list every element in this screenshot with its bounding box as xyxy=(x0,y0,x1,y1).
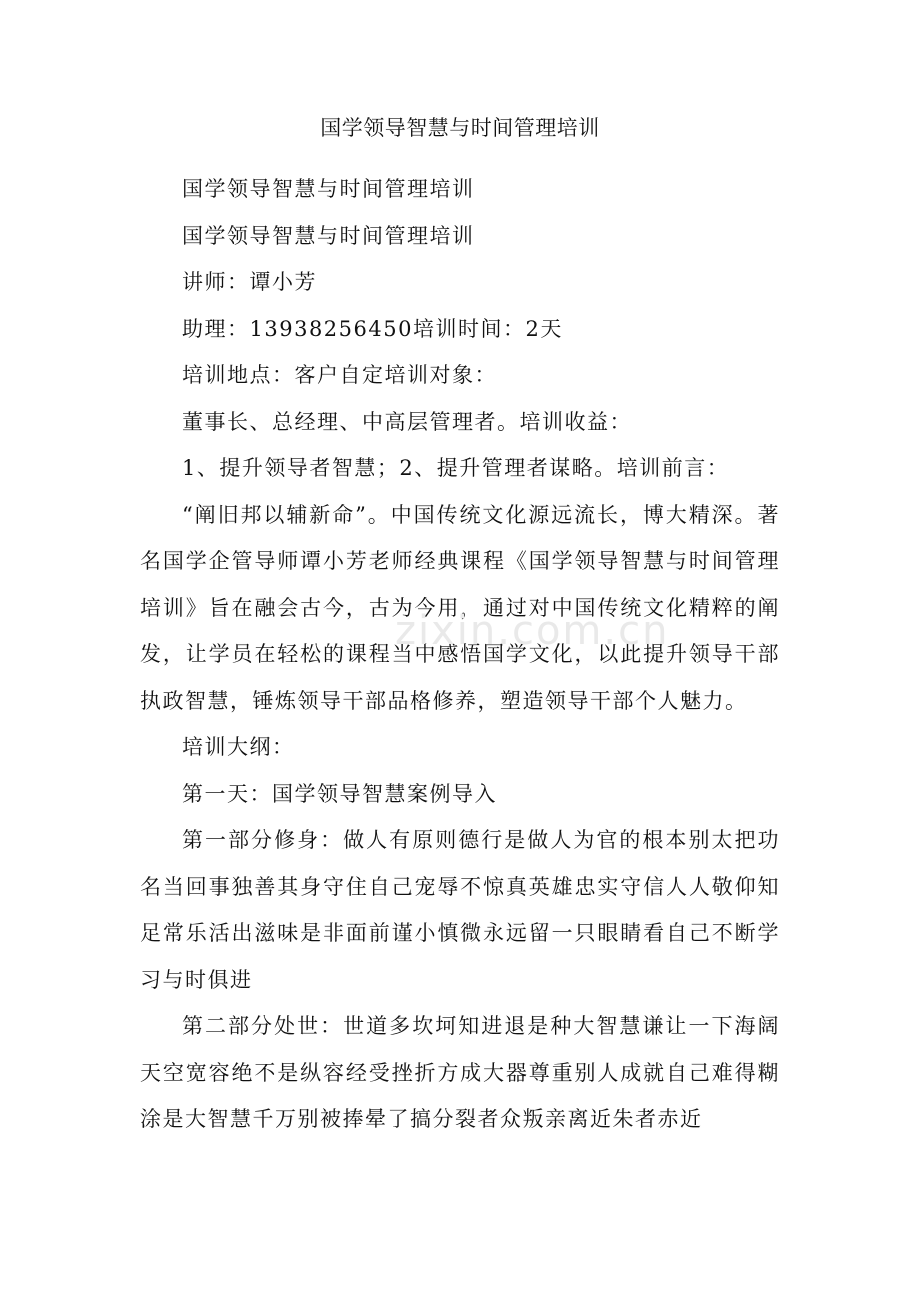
watermark-text: zixin.com.cn xyxy=(395,608,670,654)
paragraph-part-one: 第一部分修身：做人有原则德行是做人为官的根本别太把功名当回事独善其身守住自己宠辱不惊真英雄忠实守信人人敬仰知足常乐活出滋味是非面前谨小慎微永远留一只眼睛看自己不断学习与时俱进 xyxy=(140,828,780,992)
paragraph-preface-body: “阐旧邦以辅新命”。中国传统文化源远流长，博大精深。著名国学企管导师谭小芳老师经典课程《国学领导智慧与时间管理培训》旨在融会古今，古为今用，通过对中国传统文化精粹的阐发，让学员在轻松的课程当中感悟国学文化，以此提升领导干部执政智慧，锤炼领导干部品格修养，塑造领导干部个人魅力。 xyxy=(140,502,780,713)
paragraph-audience-benefits: 董事长、总经理、中高层管理者。培训收益： xyxy=(182,409,632,434)
paragraph-repeat-title-1: 国学领导智慧与时间管理培训 xyxy=(182,177,475,201)
paragraph-assistant-duration: 助理：13938256450培训时间：2天 xyxy=(182,316,563,341)
paragraph-day-one: 第一天：国学领导智慧案例导入 xyxy=(182,781,497,806)
paragraph-outline-heading: 培训大纲： xyxy=(182,735,295,759)
paragraph-location-audience: 培训地点：客户自定培训对象： xyxy=(182,363,497,387)
paragraph-part-two: 第二部分处世：世道多坎坷知进退是种大智慧谦让一下海阔天空宽容绝不是纵容经受挫折方成大器尊重别人成就自己难得糊涂是大智慧千万别被捧晕了搞分裂者众叛亲离近朱者赤近 xyxy=(140,1014,780,1131)
paragraph-benefits-preface: 1、提升领导者智慧；2、提升管理者谋略。培训前言： xyxy=(182,456,730,480)
paragraph-lecturer: 讲师：谭小芳 xyxy=(182,270,317,294)
document-title: 国学领导智慧与时间管理培训 xyxy=(320,116,600,140)
paragraph-repeat-title-2: 国学领导智慧与时间管理培训 xyxy=(182,223,475,248)
